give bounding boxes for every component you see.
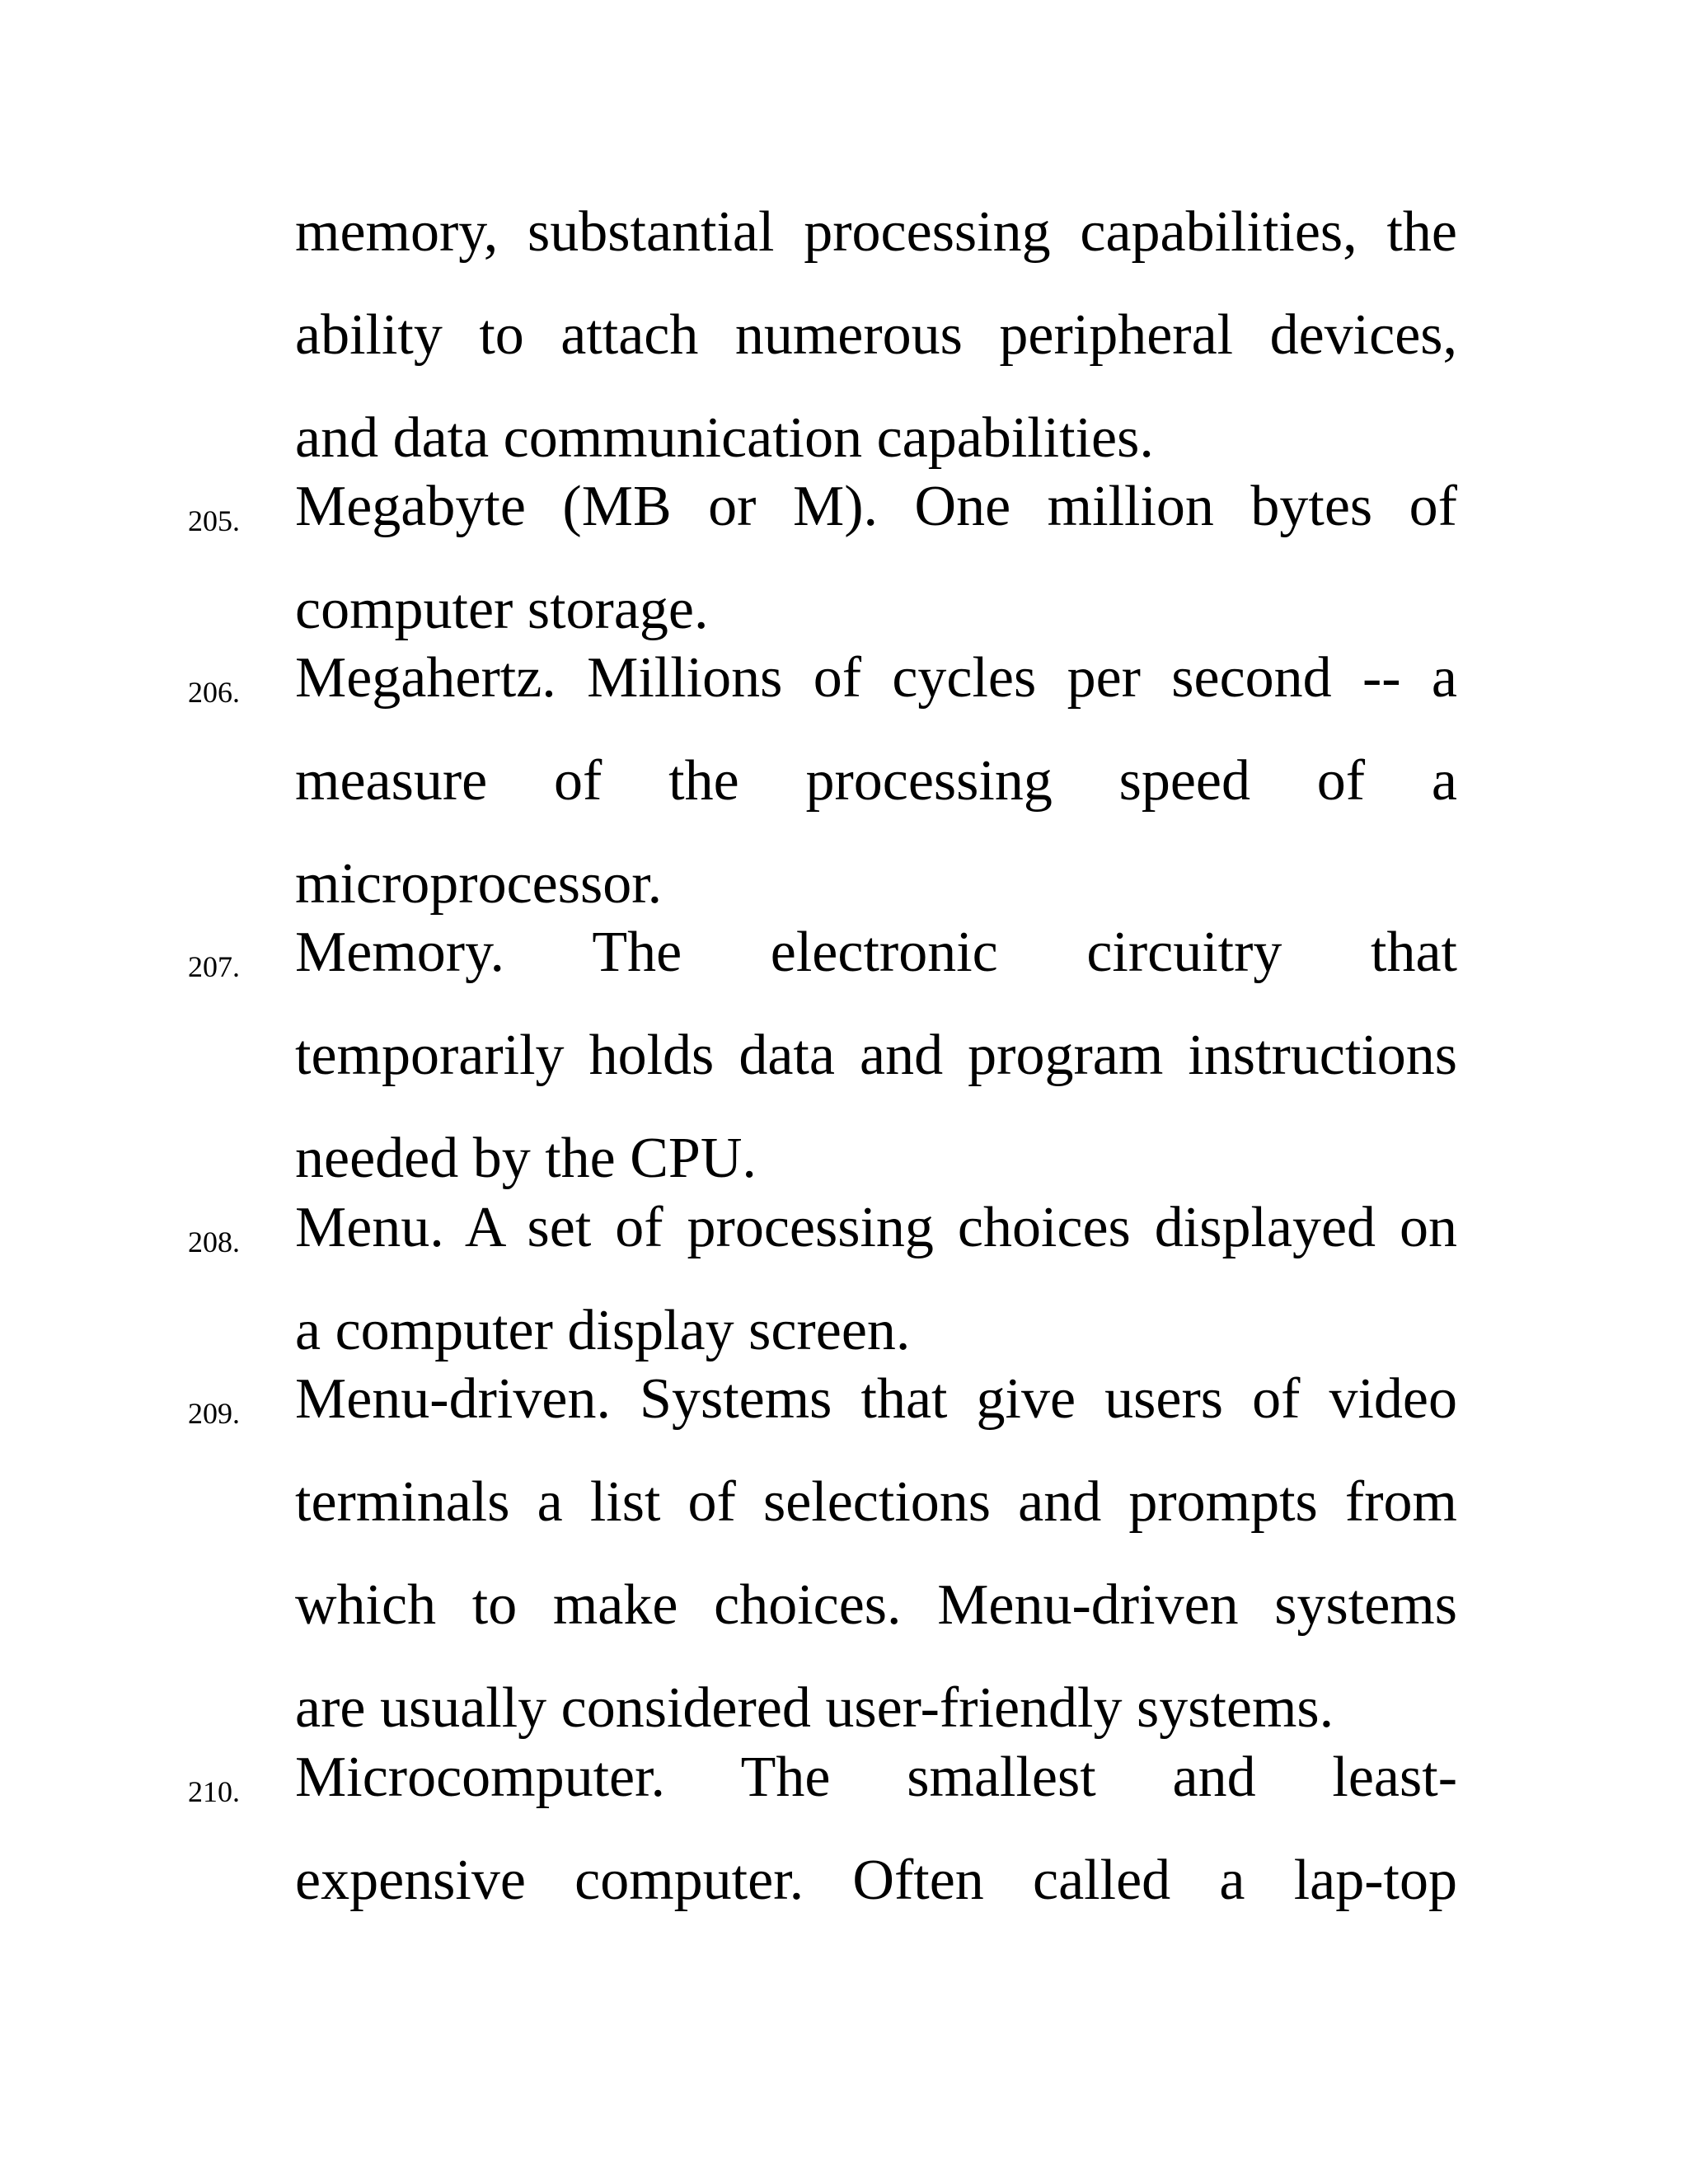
continuation-line-1: memory, substantial processing capabilities, the <box>295 200 1457 264</box>
entry-208-line-2: a computer display screen. <box>295 1299 911 1362</box>
entry-206-line-1: Megahertz. Millions of cycles per second -- a <box>295 646 1457 710</box>
entry-207-line-3: needed by the CPU. <box>295 1127 757 1190</box>
continuation-line-2: ability to attach numerous peripheral devices, <box>295 303 1457 367</box>
entry-205-line-1: Megabyte (MB or M). One million bytes of <box>295 475 1457 538</box>
entry-207-line-2: temporarily holds data and program instructions <box>295 1024 1457 1087</box>
entry-number-208: 208. <box>188 1226 240 1258</box>
entry-number-206: 206. <box>188 676 240 709</box>
entry-number-209: 209. <box>188 1397 240 1430</box>
entry-205-line-2: computer storage. <box>295 578 709 641</box>
entry-208-line-1: Menu. A set of processing choices displayed on <box>295 1196 1457 1259</box>
entry-209-line-4: are usually considered user-friendly systems. <box>295 1676 1334 1740</box>
entry-210-line-2: expensive computer. Often called a lap-top <box>295 1849 1457 1912</box>
entry-number-207: 207. <box>188 950 240 983</box>
entry-206-line-3: microprocessor. <box>295 852 663 916</box>
entry-number-205: 205. <box>188 504 240 537</box>
entry-209-line-1: Menu-driven. Systems that give users of video <box>295 1367 1457 1431</box>
entry-207-line-1: Memory. The electronic circuitry that <box>295 921 1457 984</box>
entry-209-line-3: which to make choices. Menu-driven systems <box>295 1573 1457 1637</box>
continuation-line-3: and data communication capabilities. <box>295 406 1154 470</box>
entry-209-line-2: terminals a list of selections and prompts from <box>295 1470 1457 1534</box>
entry-210-line-1: Microcomputer. The smallest and least- <box>295 1746 1457 1809</box>
entry-number-210: 210. <box>188 1775 240 1808</box>
entry-206-line-2: measure of the processing speed of a <box>295 749 1457 813</box>
